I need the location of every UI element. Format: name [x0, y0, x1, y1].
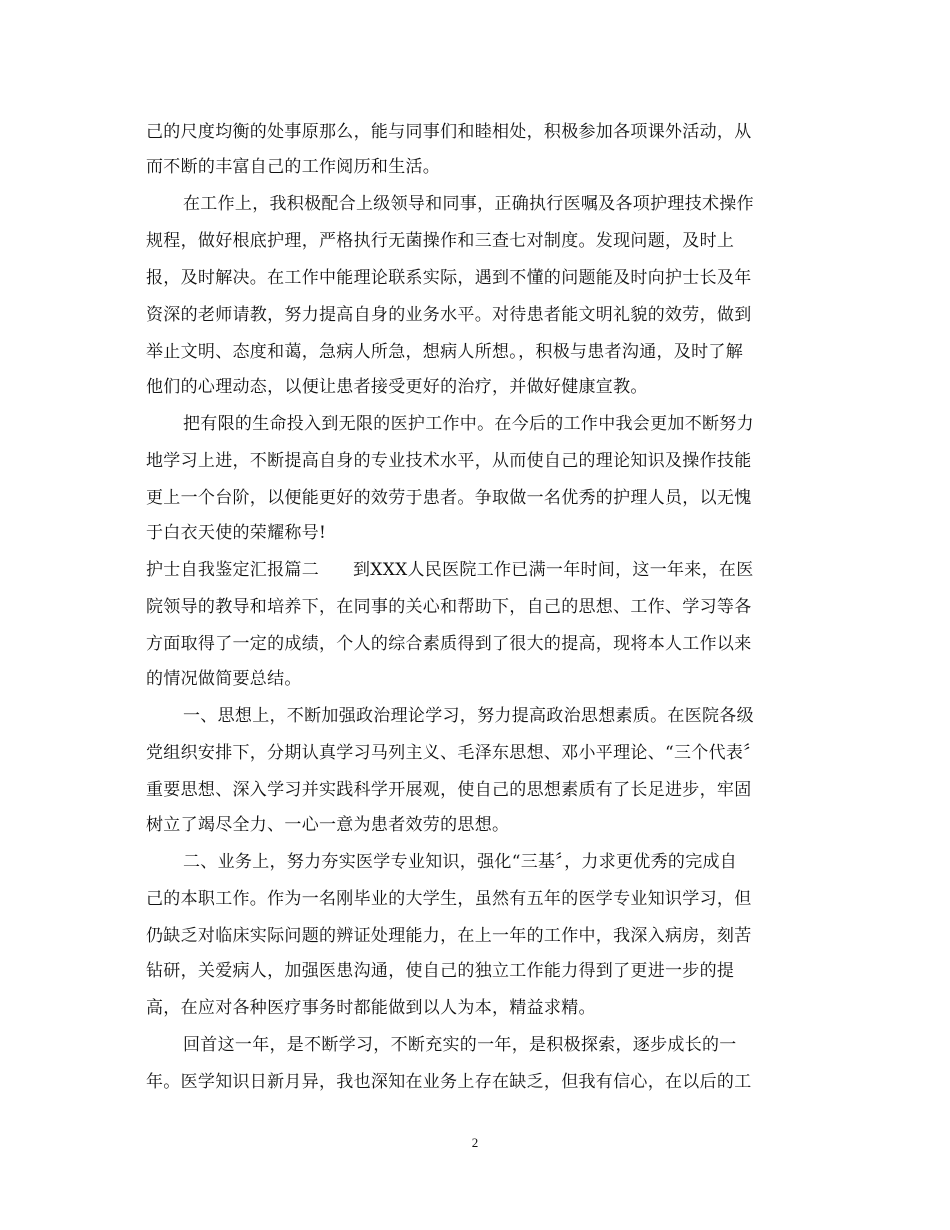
text-line: 重要思想、深入学习并实践科学开展观，使自己的思想素质有了长足进步，牢固	[146, 780, 752, 800]
paragraph-start-line: 二、业务上，努力夯实医学专业知识，强化“三基〞，力求更优秀的完成自	[183, 852, 738, 872]
text-line: 地学习上进，不断提高自身的专业技术水平，从而使自己的理论知识及操作技能	[146, 451, 752, 471]
text-line: 而不断的丰富自己的工作阅历和生活。	[146, 157, 441, 177]
text-line: 于白衣天使的荣耀称号!	[146, 523, 327, 543]
text-line: 方面取得了一定的成绩，个人的综合素质得到了很大的提高，现将本人工作以来	[146, 634, 752, 654]
text-line: 仍缺乏对临床实际问题的辨证处理能力，在上一年的工作中，我深入病房，刻苦	[146, 926, 752, 946]
section-intro: 到XXX人民医院工作已满一年时间，这一年来，在医	[353, 560, 754, 580]
text-line: 钻研，关爱病人，加强医患沟通，使自己的独立工作能力得到了更进一步的提	[146, 961, 735, 981]
text-line: 规程，做好根底护理，严格执行无菌操作和三查七对制度。发现问题，及时上	[146, 231, 735, 251]
paragraph-start-line: 在工作上，我积极配合上级领导和同事，正确执行医嘱及各项护理技术操作	[183, 194, 754, 214]
text-line: 年。医学知识日新月异，我也深知在业务上存在缺乏，但我有信心，在以后的工	[146, 1072, 752, 1092]
paragraph-start-line: 回首这一年，是不断学习，不断充实的一年，是积极探索，逐步成长的一	[183, 1035, 737, 1055]
paragraph-start-line: 把有限的生命投入到无限的医护工作中。在今后的工作中我会更加不断努力	[183, 414, 754, 434]
text-line: 己的尺度均衡的处事原那么，能与同事们和睦相处，积极参加各项课外活动，从	[146, 122, 752, 142]
text-line: 高，在应对各种医疗事务时都能做到以人为本，精益求精。	[146, 998, 596, 1018]
text-line: 己的本职工作。作为一名刚毕业的大学生，虽然有五年的医学专业知识学习，但	[146, 889, 752, 909]
page-number: 2	[471, 1135, 479, 1150]
text-line: 的情况做简要总结。	[146, 669, 302, 689]
text-line: 报，及时解决。在工作中能理论联系实际，遇到不懂的问题能及时向护士长及年	[146, 268, 752, 288]
section-heading-line	[146, 560, 754, 580]
text-line: 更上一个台阶，以便能更好的效劳于患者。争取做一名优秀的护理人员，以无愧	[146, 488, 752, 508]
text-line: 院领导的教导和培养下，在同事的关心和帮助下，自己的思想、工作、学习等各	[146, 597, 752, 617]
text-line: 资深的老师请教，努力提高自身的业务水平。对待患者能文明礼貌的效劳，做到	[146, 305, 752, 325]
text-line: 举止文明、态度和蔼，急病人所急，想病人所想。，积极与患者沟通，及时了解	[146, 342, 743, 362]
text-line: 党组织安排下，分期认真学习马列主义、毛泽东思想、邓小平理论、“三个代表〞	[146, 743, 761, 763]
section-heading: 护士自我鉴定汇报篇二	[146, 560, 319, 580]
text-line: 树立了竭尽全力、一心一意为患者效劳的思想。	[146, 815, 510, 835]
paragraph-start-line: 一、思想上，不断加强政治理论学习，努力提高政治思想素质。在医院各级	[183, 706, 754, 726]
text-line: 他们的心理动态，以便让患者接受更好的治疗，并做好健康宣教。	[146, 377, 648, 397]
